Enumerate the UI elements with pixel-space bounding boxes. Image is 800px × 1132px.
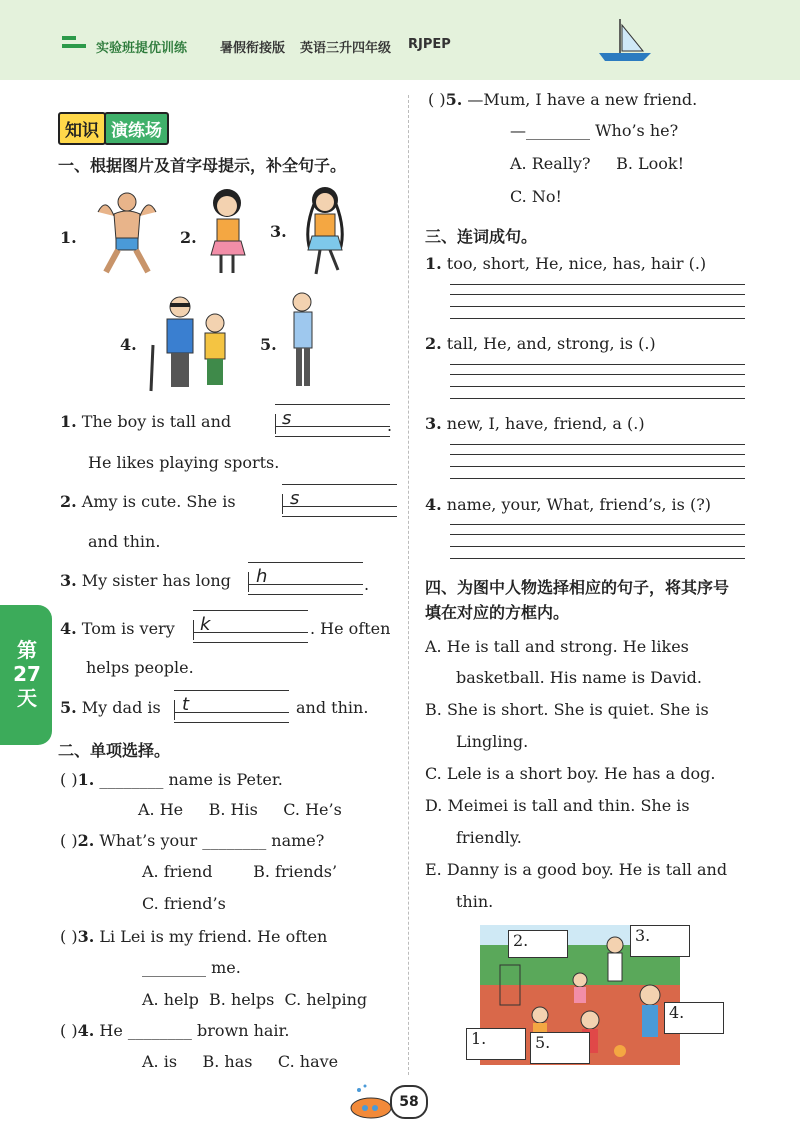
day-label: 第27天 — [13, 638, 41, 710]
answer-input-reorder-3[interactable] — [450, 478, 745, 479]
option-b[interactable]: B. friends’ — [253, 862, 338, 881]
hint-letter-1: s — [282, 408, 292, 429]
item-line2: and thin. — [88, 532, 161, 551]
option-c[interactable]: C. No! — [510, 187, 562, 206]
writing-line — [450, 524, 745, 525]
answer-box-4[interactable]: 4. — [664, 1002, 724, 1034]
writing-line — [450, 364, 745, 365]
writing-line — [450, 386, 745, 387]
sailboat-icon — [595, 15, 655, 65]
option-line2: friendly. — [456, 828, 522, 847]
fill-item-3 — [60, 571, 231, 591]
item-text: Amy is cute. She is — [81, 492, 236, 511]
mc-options-2 — [142, 862, 337, 882]
section4-title: 四、为图中人物选择相应的句子，将其序号 — [425, 578, 730, 597]
option-a[interactable]: A. is — [142, 1052, 178, 1071]
item-number: 1. — [425, 254, 442, 273]
option-line1: She is short. She is quiet. She is — [446, 700, 709, 719]
option-b[interactable]: B. helps — [209, 990, 275, 1009]
series-title: 实验班提优训练 — [96, 41, 188, 56]
hint-letter-4: k — [200, 614, 211, 635]
writing-line — [248, 562, 363, 563]
option-line2: Lingling. — [456, 732, 529, 751]
option-e-text — [425, 860, 727, 880]
muscular-man-picture — [92, 188, 162, 278]
answer-input-4[interactable] — [193, 642, 308, 643]
pic-label-1: 1. — [60, 228, 77, 247]
answer-input-2[interactable] — [282, 516, 397, 517]
item-number: 2. — [77, 831, 95, 850]
mc-question-5 — [428, 90, 697, 110]
word-list: tall, He, and, strong, is (.) — [446, 334, 656, 353]
mc-question-4 — [60, 1021, 290, 1041]
series-logo-icon — [60, 32, 90, 54]
fill-item-4 — [60, 619, 175, 639]
question-text-line2: ________ me. — [142, 958, 241, 977]
answer-paren[interactable]: ( ) — [60, 831, 78, 850]
item-number: 1. — [77, 770, 95, 789]
item-suffix: and thin. — [296, 698, 369, 717]
pic-label-2: 2. — [180, 228, 197, 247]
item-text: My sister has long — [81, 571, 231, 590]
writing-line — [450, 454, 745, 455]
item-line2: He likes playing sports. — [88, 453, 280, 472]
question-text: What’s your ________ name? — [99, 831, 325, 850]
option-a[interactable]: A. Really? — [510, 154, 591, 173]
section-banner — [58, 112, 169, 145]
writing-line — [450, 284, 745, 285]
option-b[interactable]: B. His — [208, 800, 258, 819]
answer-input-reorder-1[interactable] — [450, 318, 745, 319]
mc-options-5 — [510, 154, 684, 174]
option-b-text — [425, 700, 709, 720]
option-letter: A. — [425, 637, 442, 656]
section3-title: 三、连词成句。 — [425, 227, 538, 246]
writing-line — [275, 404, 390, 405]
option-a-text — [425, 637, 689, 657]
item-text: My dad is — [81, 698, 161, 717]
item-number: 3. — [425, 414, 442, 433]
answer-paren[interactable]: ( ) — [60, 770, 78, 789]
answer-box-2[interactable]: 2. — [508, 930, 568, 958]
option-a[interactable]: A. He — [138, 800, 184, 819]
item-number: 2. — [60, 492, 77, 511]
pic-label-4: 4. — [120, 335, 137, 354]
option-b[interactable]: B. has — [202, 1052, 253, 1071]
question-text: Li Lei is my friend. He often — [99, 927, 328, 946]
answer-input-reorder-2[interactable] — [450, 398, 745, 399]
question-text: ________ name is Peter. — [99, 770, 283, 789]
pic-label-3: 3. — [270, 222, 287, 241]
option-line1: Danny is a good boy. He is tall and — [446, 860, 728, 879]
writing-line — [174, 712, 289, 713]
option-d-text — [425, 796, 690, 816]
pic-label-5: 5. — [260, 335, 277, 354]
word-list: too, short, He, nice, has, hair (.) — [446, 254, 707, 273]
question-text-line2: —________ Who’s he? — [510, 121, 679, 140]
publisher-label: RJPEP — [408, 37, 451, 52]
section2-title: 二、单项选择。 — [58, 741, 171, 760]
option-letter: C. — [425, 764, 442, 783]
reorder-item-1 — [425, 254, 706, 274]
mc-options-1 — [138, 800, 342, 820]
option-c-text — [425, 764, 715, 784]
option-line1: Lele is a short boy. He has a dog. — [446, 764, 716, 783]
answer-input-3[interactable] — [248, 594, 363, 595]
fill-item-2 — [60, 492, 236, 512]
writing-line — [174, 690, 289, 691]
option-line2: basketball. His name is David. — [456, 668, 702, 687]
item-number: 1. — [60, 412, 77, 431]
tall-thin-man-picture — [280, 290, 330, 390]
mc-options-3 — [142, 990, 367, 1010]
writing-line — [450, 546, 745, 547]
option-letter: D. — [425, 796, 443, 815]
item-number: 5. — [445, 90, 463, 109]
option-a[interactable]: A. help — [142, 990, 199, 1009]
item-number: 5. — [60, 698, 77, 717]
writing-line — [450, 374, 745, 375]
writing-line — [174, 700, 290, 720]
writing-line — [450, 534, 745, 535]
item-number: 3. — [60, 571, 77, 590]
option-a[interactable]: A. friend — [142, 862, 213, 881]
option-c[interactable]: C. friend’s — [142, 894, 226, 913]
item-suffix: . — [387, 416, 393, 435]
mc-question-1 — [60, 770, 283, 790]
option-line1: He is tall and strong. He likes — [446, 637, 689, 656]
writing-line — [450, 306, 745, 307]
answer-box-1[interactable]: 1. — [466, 1028, 526, 1060]
option-c[interactable]: C. helping — [284, 990, 368, 1009]
writing-line — [450, 294, 745, 295]
item-number: 4. — [77, 1021, 95, 1040]
writing-line — [282, 494, 398, 514]
question-text: He ________ brown hair. — [99, 1021, 290, 1040]
item-text: The boy is tall and — [81, 412, 232, 431]
answer-box-3[interactable]: 3. — [630, 925, 690, 957]
section1-title: 一、根据图片及首字母提示，补全句子。 — [58, 156, 347, 175]
item-number: 4. — [425, 495, 442, 514]
long-hair-girl-picture — [290, 180, 360, 280]
section4-title-line2: 填在对应的方框内。 — [425, 603, 570, 622]
item-number: 2. — [425, 334, 442, 353]
item-line2: helps people. — [86, 658, 194, 677]
option-letter: E. — [425, 860, 442, 879]
item-suffix: . He often — [310, 619, 391, 638]
answer-input-1[interactable] — [275, 436, 390, 437]
old-man-and-boy-picture — [145, 293, 245, 393]
fill-item-5 — [60, 698, 161, 718]
writing-line — [450, 466, 745, 467]
item-number: 4. — [60, 619, 77, 638]
fill-item-1 — [60, 412, 231, 432]
mc-question-2 — [60, 831, 324, 851]
writing-line — [193, 610, 308, 611]
word-list: name, your, What, friend’s, is (?) — [446, 495, 712, 514]
option-c[interactable]: C. He’s — [283, 800, 342, 819]
item-number: 3. — [77, 927, 95, 946]
reorder-item-4 — [425, 495, 711, 515]
answer-input-reorder-4[interactable] — [450, 558, 745, 559]
mc-question-3 — [60, 927, 327, 947]
subject-label: 英语三升四年级 — [300, 41, 392, 56]
option-line2: thin. — [456, 892, 494, 911]
reorder-item-2 — [425, 334, 656, 354]
option-c[interactable]: C. have — [277, 1052, 339, 1071]
submarine-icon — [345, 1082, 395, 1122]
column-divider — [408, 95, 409, 1075]
option-letter: B. — [425, 700, 442, 719]
mc-options-4 — [142, 1052, 338, 1072]
answer-input-5[interactable] — [174, 722, 289, 723]
page-number: 58 — [390, 1085, 428, 1119]
answer-paren[interactable]: ( ) — [60, 927, 78, 946]
writing-line — [450, 444, 745, 445]
edition-label: 暑假衔接版 — [220, 41, 286, 56]
item-text: Tom is very — [81, 619, 175, 638]
answer-paren[interactable]: ( ) — [60, 1021, 78, 1040]
banner-part1: 知识 — [58, 112, 106, 145]
writing-line — [275, 414, 391, 434]
answer-box-5[interactable]: 5. — [530, 1032, 590, 1064]
hint-letter-5: t — [182, 694, 190, 715]
word-list: new, I, have, friend, a (.) — [446, 414, 645, 433]
writing-line — [282, 484, 397, 485]
hint-letter-2: s — [290, 488, 300, 509]
item-suffix: . — [364, 575, 370, 594]
reorder-item-3 — [425, 414, 645, 434]
writing-line — [275, 426, 390, 427]
hint-letter-3: h — [256, 566, 268, 587]
question-text: —Mum, I have a new friend. — [467, 90, 698, 109]
option-line1: Meimei is tall and thin. She is — [447, 796, 690, 815]
answer-paren[interactable]: ( ) — [428, 90, 446, 109]
short-girl-picture — [205, 183, 250, 278]
banner-part2: 演练场 — [104, 112, 169, 145]
option-b[interactable]: B. Look! — [616, 154, 685, 173]
